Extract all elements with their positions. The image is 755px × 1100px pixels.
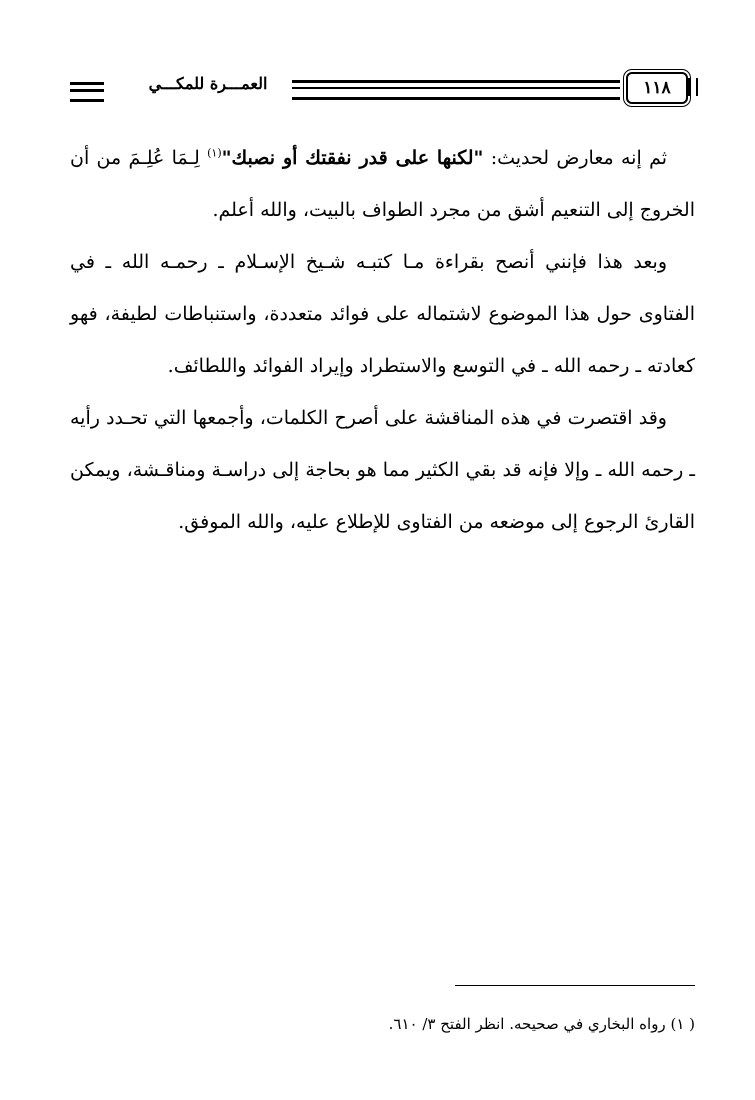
page-number: ١١٨ (626, 72, 688, 104)
header-ornament (688, 78, 698, 96)
header-rule-long (292, 80, 620, 100)
page-header (70, 72, 695, 108)
hadith-quote: "لكنها على قدر نفقتك أو نصبك" (221, 147, 484, 169)
paragraph-3: وقد اقتصرت في هذه المناقشة على أصرح الكلمات، وأجمعها التي تحـدد رأيه ـ رحمه الله ـ وإلا فإنه قد بقي الكثير مما هو بحاجة إلى دراسـة ومناقـشة، ويمكن القارئ الرجوع إلى موضعه من الفتاوى للإطلاع عليه، والله الموفق. (70, 407, 695, 533)
body-text (70, 132, 695, 548)
footnote: ( ١) رواه البخاري في صحيحه. انظر الفتح ٣/ ٦١٠. (388, 1015, 695, 1033)
paragraph-1-intro: ثم إنه معارض لحديث: (483, 147, 668, 169)
running-title: العمـــرة للمكـــي (148, 74, 268, 93)
paragraph-1 (70, 132, 695, 236)
paragraph-2: وبعد هذا فإنني أنصح بقراءة مـا كتبـه شـيخ الإسـلام ـ رحمـه الله ـ في الفتاوى حول هذا الموضوع لاشتماله على فوائد متعددة، واستنباطات لطيفة، فهو كعادته ـ رحمه الله ـ في التوسع والاستطراد وإيراد الفوائد واللطائف. (70, 251, 695, 377)
footnote-separator (455, 985, 695, 986)
footnote-ref: (١) (207, 146, 222, 160)
paragraph-1-rest: لِـمَا عُلِـمَ من أن الخروج إلى التنعيم أشق من مجرد الطواف بالبيت، والله أعلم. (70, 147, 695, 221)
header-rule-short (70, 82, 104, 102)
